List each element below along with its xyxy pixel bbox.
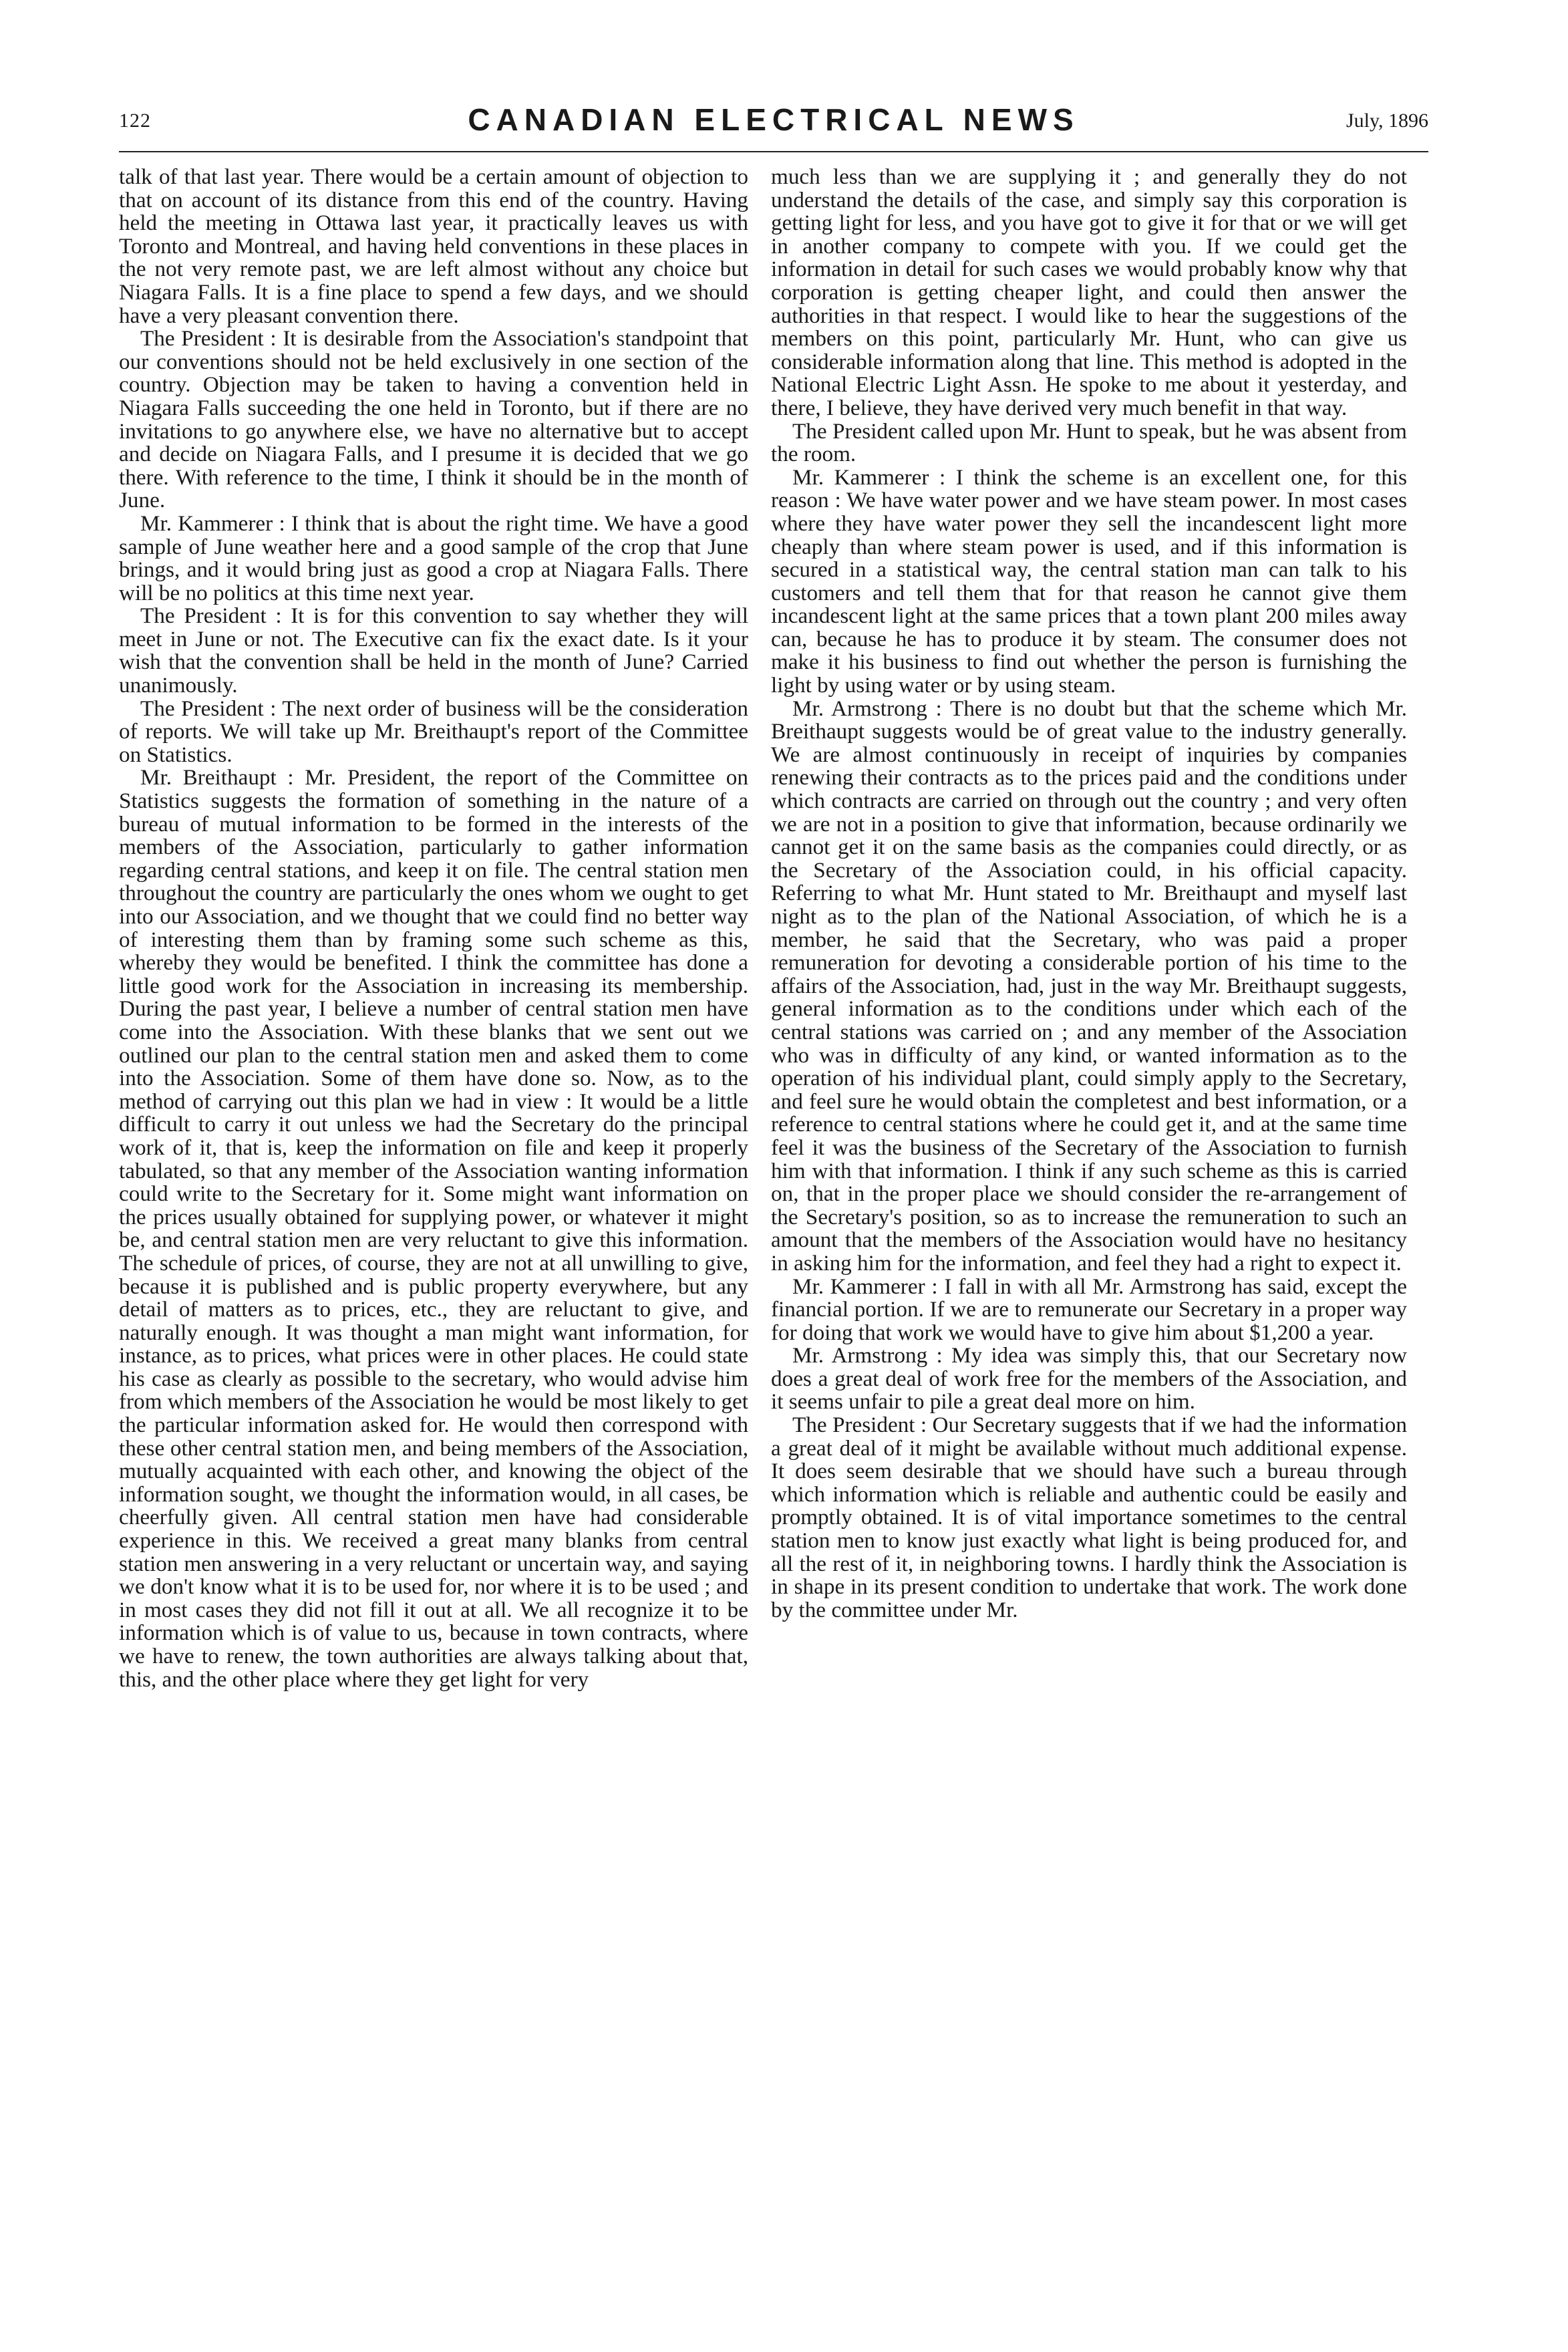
paragraph: talk of that last year. There would be a certain amount of objection to that on account of its distance from this end of the country. Having held the meeting in Ottawa last year, it practically leaves us with Toronto and Montreal, and having held conventions in these places in the not very remote past, we are left almost without any choice but Niagara Falls. It is a fine place to spend a few days, and we should have a very pleasant convention there. (119, 164, 748, 328)
paragraph: Mr. Armstrong : There is no doubt but that the scheme which Mr. Breithaupt suggests would be of great value to the industry generally. We are almost continuously in receipt of inquiries by companies renewing their contracts as to the prices paid and the conditions under which contracts are carried on through out the country ; and very often we are not in a position to give that information, because ordinarily we cannot get it on the same basis as the companies could directly, or as the Secretary of the Association could, in his official capacity. Referring to what Mr. Hunt stated to Mr. Breithaupt and myself last night as to the plan of the National Association, of which he is a member, he said that the Secretary, who was paid a proper remuneration for devoting a considerable portion of his time to the affairs of the Association, had, just in the way Mr. Breithaupt suggests, general information as to the conditions under which each of the central stations was carried on ; and any member of the Association who was in difficulty of any kind, or wanted information as to the operation of his individual plant, could simply apply to the Secretary, and feel sure he would obtain the completest and best information, or a reference to central stations where he could get it, and at the same time feel it was the business of the Secretary of the Association to furnish him with that information. I think if any such scheme as this is carried on, that in the proper place we should consider the re-arrangement of the Secretary's position, so as to increase the remuneration to such an amount that the members of the Association would have no hesitancy in asking him for the information, and feel they had a right to expect it. (771, 696, 1407, 1276)
page-header (119, 99, 1428, 142)
paragraph: The President : It is for this convention to say whether they will meet in June or not. The Executive can fix the exact date. Is it your wish that the convention shall be held in the month of June? Carried unanimously. (119, 603, 748, 698)
paragraph: The President : The next order of business will be the consideration of reports. We will take up Mr. Breithaupt's report of the Committee on Statistics. (119, 696, 748, 767)
paragraph: Mr. Armstrong : My idea was simply this, that our Secretary now does a great deal of work free for the members of the Association, and it seems unfair to pile a great deal more on him. (771, 1343, 1407, 1415)
paragraph: The President called upon Mr. Hunt to speak, but he was absent from the room. (771, 418, 1407, 467)
paragraph: Mr. Kammerer : I think the scheme is an excellent one, for this reason : We have water power and we have steam power. In most cases where they have water power they sell the incandescent light more cheaply than where steam power is used, and if this information is secured in a statistical way, the central station man can talk to his customers and tell them that for that reason he cannot give them incandescent light at the same prices that a town plant 200 miles away can, because he has to produce it by steam. The consumer does not make it his business to find out whether the person is furnishing the light by using water or by using steam. (771, 464, 1407, 698)
page-number: 122 (119, 110, 151, 132)
header-rule (119, 151, 1428, 152)
paragraph: Mr. Breithaupt : Mr. President, the report of the Committee on Statistics suggests the formation of something in the nature of a bureau of mutual information to be formed in the interests of the members of the Association, particularly to gather information regarding central stations, and keep it on file. The central station men throughout the country are particularly the ones whom we ought to get into our Association, and we thought that we could find no better way of interesting them than by framing some such scheme as this, whereby they would be benefited. I think the committee has done a little good work for the Association in increasing its membership. During the past year, I believe a number of central station men have come into the Association. With these blanks that we sent out we outlined our plan to the central station men and asked them to come into the Association. Some of them have done so. Now, as to the method of carrying out this plan we had in view : It would be a little difficult to carry it out unless we had the Secretary do the principal work of it, that is, keep the information on file and keep it properly tabulated, so that any member of the Association wanting information could write to the Secretary for it. Some might want information on the prices usually obtained for supplying power, or whatever it might be, and central station men are very reluctant to give this information. The schedule of prices, of course, they are not at all unwilling to give, because it is published and is public property everywhere, but any detail of matters as to prices, etc., they are reluctant to give, and naturally enough. It was thought a man might want information, for instance, as to prices, what prices were in other places. He could state his case as clearly as possible to the secretary, who would advise him from which members of the Association he would be most likely to get the particular information asked for. He would then correspond with these other central station men, and being members of the Association, mutually acquainted with each other, and knowing the object of the information sought, we thought the information would, in all cases, be cheerfully given. All central station men have had considerable experience in this. We received a great many blanks from central station men answering in a very reluctant or uncertain way, and saying we don't know what it is to be used for, nor where it is to be used ; and in most cases they did not fill it out at all. We all recognize it to be information which is of value to us, because in town contracts, where we have to renew, the town authorities are always talking about that, this, and the other place where they get light for very (119, 765, 748, 1692)
left-column (119, 166, 748, 1691)
paragraph: The President : Our Secretary suggests that if we had the information a great deal of it might be available without much additional expense. It does seem desirable that we should have such a bureau through which information which is reliable and authentic could be easily and promptly obtained. It is of vital importance sometimes to the central station men to know just exactly what light is being produced for, and all the rest of it, in neighboring towns. I hardly think the Association is in shape in its present condition to undertake that work. The work done by the committee under Mr. (771, 1413, 1407, 1622)
paragraph: The President : It is desirable from the Association's standpoint that our conventions should not be held exclusively in one section of the country. Objection may be taken to having a convention held in Niagara Falls succeeding the one held in Toronto, but if there are no invitations to go anywhere else, we have no alternative but to accept and decide on Niagara Falls, and I presume it is decided that we go there. With reference to the time, I think it should be in the month of June. (119, 326, 748, 513)
issue-date: July, 1896 (1346, 110, 1428, 132)
right-column (771, 166, 1407, 1622)
paragraph: Mr. Kammerer : I fall in with all Mr. Armstrong has said, except the financial portion. If we are to remunerate our Secretary in a proper way for doing that work we would have to give him about $1,200 a year. (771, 1274, 1407, 1345)
paragraph: Mr. Kammerer : I think that is about the right time. We have a good sample of June weather here and a good sample of the crop that June brings, and it would bring just as good a crop at Niagara Falls. There will be no politics at this time next year. (119, 510, 748, 605)
paragraph: much less than we are supplying it ; and generally they do not understand the details of the case, and simply say this corporation is getting light for less, and you have got to give it for that or we will get in another company to compete with you. If we could get the information in detail for such cases we would probably know why that corporation is getting cheaper light, and could then answer the authorities in that respect. I would like to hear the suggestions of the members on this point, particularly Mr. Hunt, who can give us considerable information along that line. This method is adopted in the National Electric Light Assn. He spoke to me about it yesterday, and there, I believe, they have derived very much benefit in that way. (771, 164, 1407, 420)
running-title: CANADIAN ELECTRICAL NEWS (468, 102, 1080, 137)
